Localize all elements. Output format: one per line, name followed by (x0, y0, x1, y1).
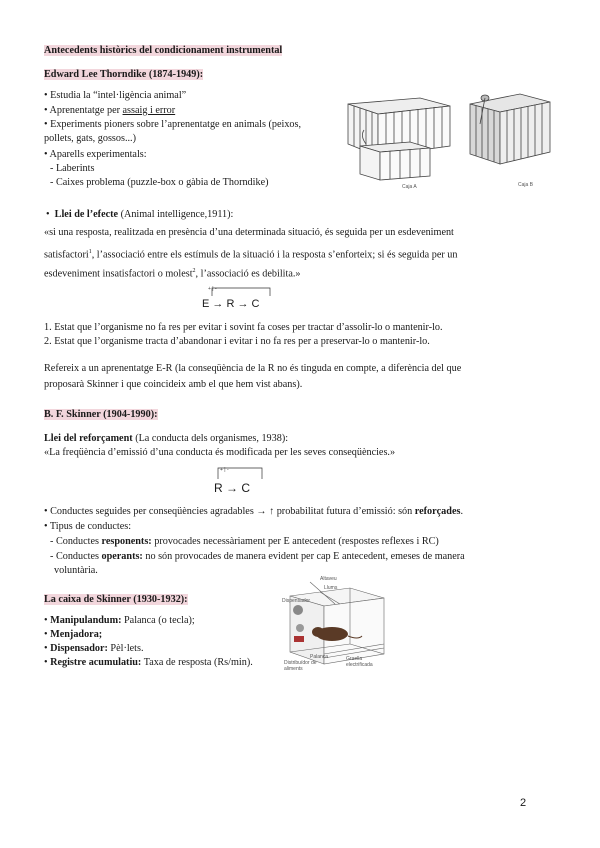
skinner-box-heading (44, 593, 188, 606)
skinner-bullet-2b (50, 550, 465, 563)
q2a: satisfactori (44, 249, 89, 261)
puzzle-box-figure (340, 84, 560, 194)
box-item-3-text: Pèl·lets. (107, 643, 144, 654)
fig-caption-a: Caja A (402, 184, 417, 190)
box-item-2: • Menjadora; (44, 629, 103, 640)
box-item-2-bold: Menjadora; (50, 629, 103, 640)
box-item-4-bold: Registre acumulatiu: (50, 657, 142, 668)
law-bullet: • (46, 209, 50, 220)
skinner-bullet-2a (50, 535, 439, 548)
formula-1-bracket (206, 286, 276, 298)
fig-caption-b: Caja B (518, 182, 534, 188)
law-of-effect-title: Llei de l’efecte (54, 209, 119, 220)
effect-quote-1: «si una resposta, realitzada en presència d’una determinada situació, és seguida per un esdeveniment (44, 227, 454, 238)
thorndike-bullet-3a: • Experiments pioners sobre l’aprenentatge en animals (peixos, (44, 119, 302, 130)
reinforcement-law (44, 432, 288, 445)
footnote-ref-1: 1 (88, 249, 92, 255)
refers-line-2: proposarà Skinner i que coincideix amb el que hem vist abans). (44, 379, 303, 390)
formula-1-signs: + | - (208, 286, 217, 292)
skinner-heading (44, 408, 158, 421)
q3b: , l’associació es debilita.» (195, 268, 301, 280)
thorndike-bullet-3b: pollets, gats, gossos...) (44, 133, 136, 144)
reinforcement-law-title: Llei del reforçament (44, 433, 133, 444)
skinner-box-heading-text: La caixa de Skinner (1930-1932): (44, 594, 188, 605)
law-of-effect (46, 208, 233, 221)
fig-label-lever: Palanca (310, 654, 329, 660)
footnote-1: 1. Estat que l’organisme no fa res per evitar i sovint fa coses per tractar d’assolir-lo o mantenir-lo. (44, 322, 443, 333)
thorndike-bullet-4b: - Caixes problema (puzzle-box o gàbia de Thorndike) (50, 177, 269, 188)
skinner-heading-text: B. F. Skinner (1904-1990): (44, 409, 158, 420)
formula-2: R → C (214, 481, 250, 495)
skinner-bullet-1 (44, 505, 463, 518)
page-number: 2 (520, 797, 527, 809)
title-text: Antecedents històrics del condicionament instrumental (44, 45, 283, 56)
b2a-pre: - Conductes (50, 536, 102, 547)
box-item-1: • Manipulandum: Palanca (o tecla); (44, 615, 195, 626)
refers-line-1: Refereix a un aprenentatge E-R (la conseqüència de la R no és tinguda en compte, a diferència del que (44, 363, 462, 374)
fig-label-grid: Graella electrificada (346, 656, 373, 668)
thorndike-bullet-4: • Aparells experimentals: (44, 149, 147, 160)
box-item-4: • Registre acumulatiu: Taxa de resposta (Rs/min). (44, 657, 253, 668)
skinner-b1-end: . (460, 506, 463, 517)
fig-label-food-distributor: Distribuïdor de aliments (284, 660, 317, 672)
reinforcement-quote: «La freqüència d’emissió d’una conducta és modificada per les seves conseqüències.» (44, 447, 396, 458)
bullet-2-text: • Aprenentatge per (44, 105, 123, 116)
fig-label-dispenser: Dispensador (282, 598, 311, 604)
b2a-bold: responents: (101, 536, 152, 547)
q2b: , l’associació entre els estímuls de la situació i la resposta s’enforteix; si és seguida per un (91, 249, 458, 261)
b2a-post: provocades necessàriament per E antecedent (respostes reflexes i RC) (151, 536, 439, 547)
effect-quote-3 (44, 265, 301, 280)
skinner-bullet-2c: voluntària. (54, 565, 98, 576)
box-item-3: • Dispensador: Pèl·lets. (44, 643, 144, 654)
skinner-b1-bold: reforçades (414, 506, 461, 517)
formula-1: E → R → C (202, 298, 260, 310)
fig-label-speaker: Altaveu (320, 576, 337, 582)
footnote-2: 2. Estat que l’organisme tracta d’abandonar i evitar i no fa res per a preservar-lo o mantenir-lo. (44, 336, 430, 347)
bullet-2-underlined: assaig i error (122, 105, 176, 116)
b2b-post: no són provocades de manera evident per cap E antecedent, emeses de manera (142, 551, 465, 562)
footnote-ref-2: 2 (192, 268, 196, 274)
reinforcement-law-ref: (La conducta dels organismes, 1938): (132, 433, 289, 444)
q3a: esdeveniment insatisfactori o molest (44, 268, 193, 280)
thorndike-bullet-1: • Estudia la “intel·ligència animal” (44, 90, 187, 101)
thorndike-heading (44, 68, 203, 81)
box-item-4-text: Taxa de resposta (Rs/min). (141, 657, 253, 668)
box-item-3-bold: Dispensador: (50, 643, 108, 654)
effect-quote-2 (44, 246, 458, 261)
thorndike-bullet-4a: - Laberints (50, 163, 95, 174)
formula-2-signs: + | - (220, 467, 229, 473)
box-item-1-text: Palanca (o tecla); (121, 615, 195, 626)
b2b-bold: operants: (101, 551, 143, 562)
thorndike-bullet-2 (44, 104, 175, 117)
b2b-pre: - Conductes (50, 551, 102, 562)
page-title (44, 44, 282, 57)
formula-2-bracket (214, 466, 266, 480)
law-of-effect-ref: (Animal intelligence,1911): (118, 209, 234, 220)
fig-label-lights: Llums (324, 585, 338, 591)
box-item-1-bold: Manipulandum: (50, 615, 122, 626)
skinner-bullet-2: • Tipus de conductes: (44, 521, 132, 532)
skinner-b1-text: • Conductes seguides per conseqüències agradables → ↑ probabilitat futura d’emissió: són (44, 506, 415, 517)
thorndike-heading-text: Edward Lee Thorndike (1874-1949): (44, 69, 204, 80)
